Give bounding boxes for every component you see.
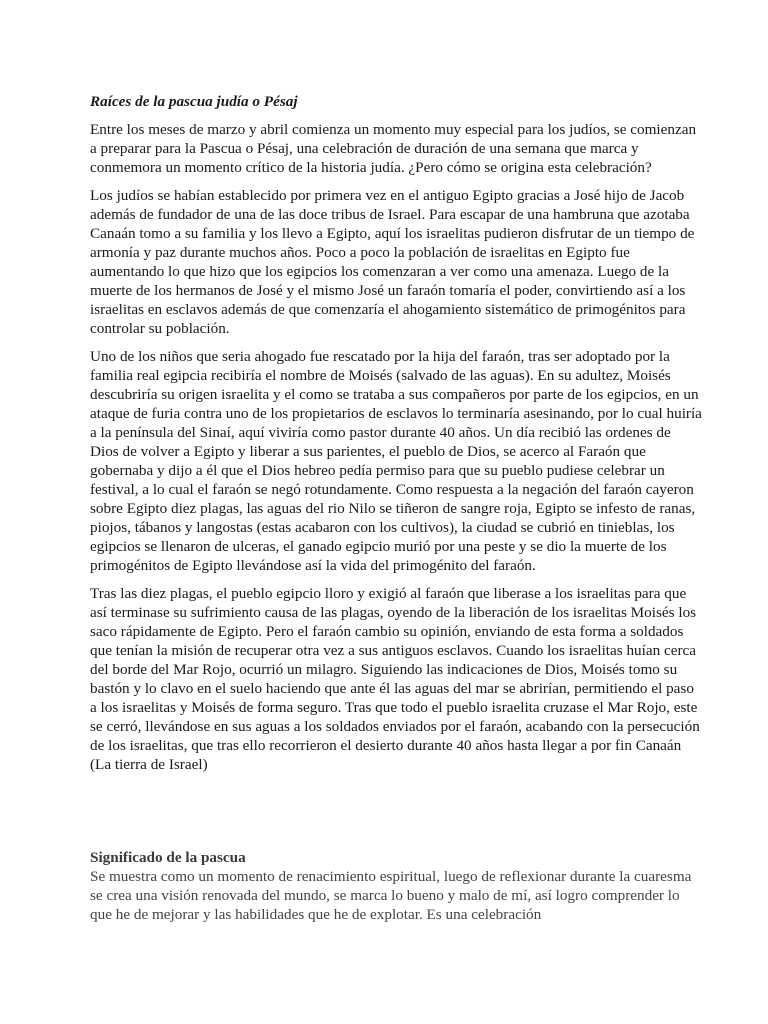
paragraph-exodo: Tras las diez plagas, el pueblo egipcio lloro y exigió al faraón que liberase a los israelitas para que así terminase su sufrimiento causa de las plagas, oyendo de la liberación de los israelitas Moisés los saco rápidamente de Egipto. Pero el faraón cambio su opinión, enviando de esta forma a soldados que tenían la misión de recuperar otra vez a sus antiguos esclavos. Cuando los israelitas huían cerca del borde del Mar Rojo, ocurrió un milagro. Siguiendo las indicaciones de Dios, Moisés tomo su bastón y lo clavo en el suelo haciendo que ante él las aguas del mar se abrirían, permitiendo el paso a los israelitas y Moisés de forma seguro. Tras que todo el pueblo israelita cruzase el Mar Rojo, este se cerró, llevándose en sus aguas a los soldados enviados por el faraón, acabando con la persecución de los israelitas, que tras ello recorrieron el desierto durante 40 años hasta llegar a por fin Canaán (La tierra de Israel) — [90, 585, 700, 773]
section-significado — [90, 848, 702, 924]
document-title: Raíces de la pascua judía o Pésaj — [90, 93, 298, 110]
section-paragraph: Se muestra como un momento de renacimiento espiritual, luego de reflexionar durante la cuaresma se crea una visión renovada del mundo, se marca lo bueno y malo de mí, así logro comprender lo que he de mejorar y las habilidades que he de explotar. Es una celebración — [90, 868, 692, 923]
section-title: Significado de la pascua — [90, 849, 246, 866]
paragraph-jose: Los judíos se habían establecido por primera vez en el antiguo Egipto gracias a José hijo de Jacob además de fundador de una de las doce tribus de Israel. Para escapar de una hambruna que azotaba Canaán tomo a su familia y los llevo a Egipto, aquí los israelitas pudieron disfrutar de un tiempo de armonía y paz durante muchos años. Poco a poco la población de israelitas en Egipto fue aumentando lo que hizo que los egipcios los comenzaran a ver como una amenaza. Luego de la muerte de los hermanos de José y el mismo José un faraón tomaría el poder, convirtiendo así a los israelitas en esclavos además de que comenzaría el ahogamiento sistemático de primogénitos para controlar su población. — [90, 187, 695, 337]
paragraph-intro: Entre los meses de marzo y abril comienza un momento muy especial para los judíos, se comienzan a preparar para la Pascua o Pésaj, una celebración de duración de una semana que marca y conmemora un momento crítico de la historia judía. ¿Pero cómo se origina esta celebración? — [90, 121, 697, 176]
paragraph-moises: Uno de los niños que seria ahogado fue rescatado por la hija del faraón, tras ser adoptado por la familia real egipcia recibiría el nombre de Moisés (salvado de las aguas). En su adultez, Moisés descubriría su origen israelita y el como se trataba a sus compañeros por parte de los egipcios, en un ataque de furia contra uno de los propietarios de esclavos lo terminaría asesinando, por lo cual huiría a la península del Sinaí, aquí viviría como pastor durante 40 años. Un día recibió las ordenes de Dios de volver a Egipto y liberar a sus parientes, el pueblo de Dios, se acerco al Faraón que gobernaba y dijo a él que el Dios hebreo pedía permiso para que su pueblo pudiese celebrar un festival, a lo cual el faraón se negó rotundamente. Como respuesta a la negación del faraón cayeron sobre Egipto diez plagas, las aguas del rio Nilo se tiñeron de sangre roja, Egipto se infesto de ranas, piojos, tábanos y langostas (estas acabaron con los cultivos), la ciudad se cubrió en tinieblas, los egipcios se llenaron de ulceras, el ganado egipcio murió por una peste y se dio la muerte de los primogénitos de Egipto llevándose así la vida del primogénito del faraón. — [90, 348, 702, 574]
document-body — [90, 92, 702, 783]
